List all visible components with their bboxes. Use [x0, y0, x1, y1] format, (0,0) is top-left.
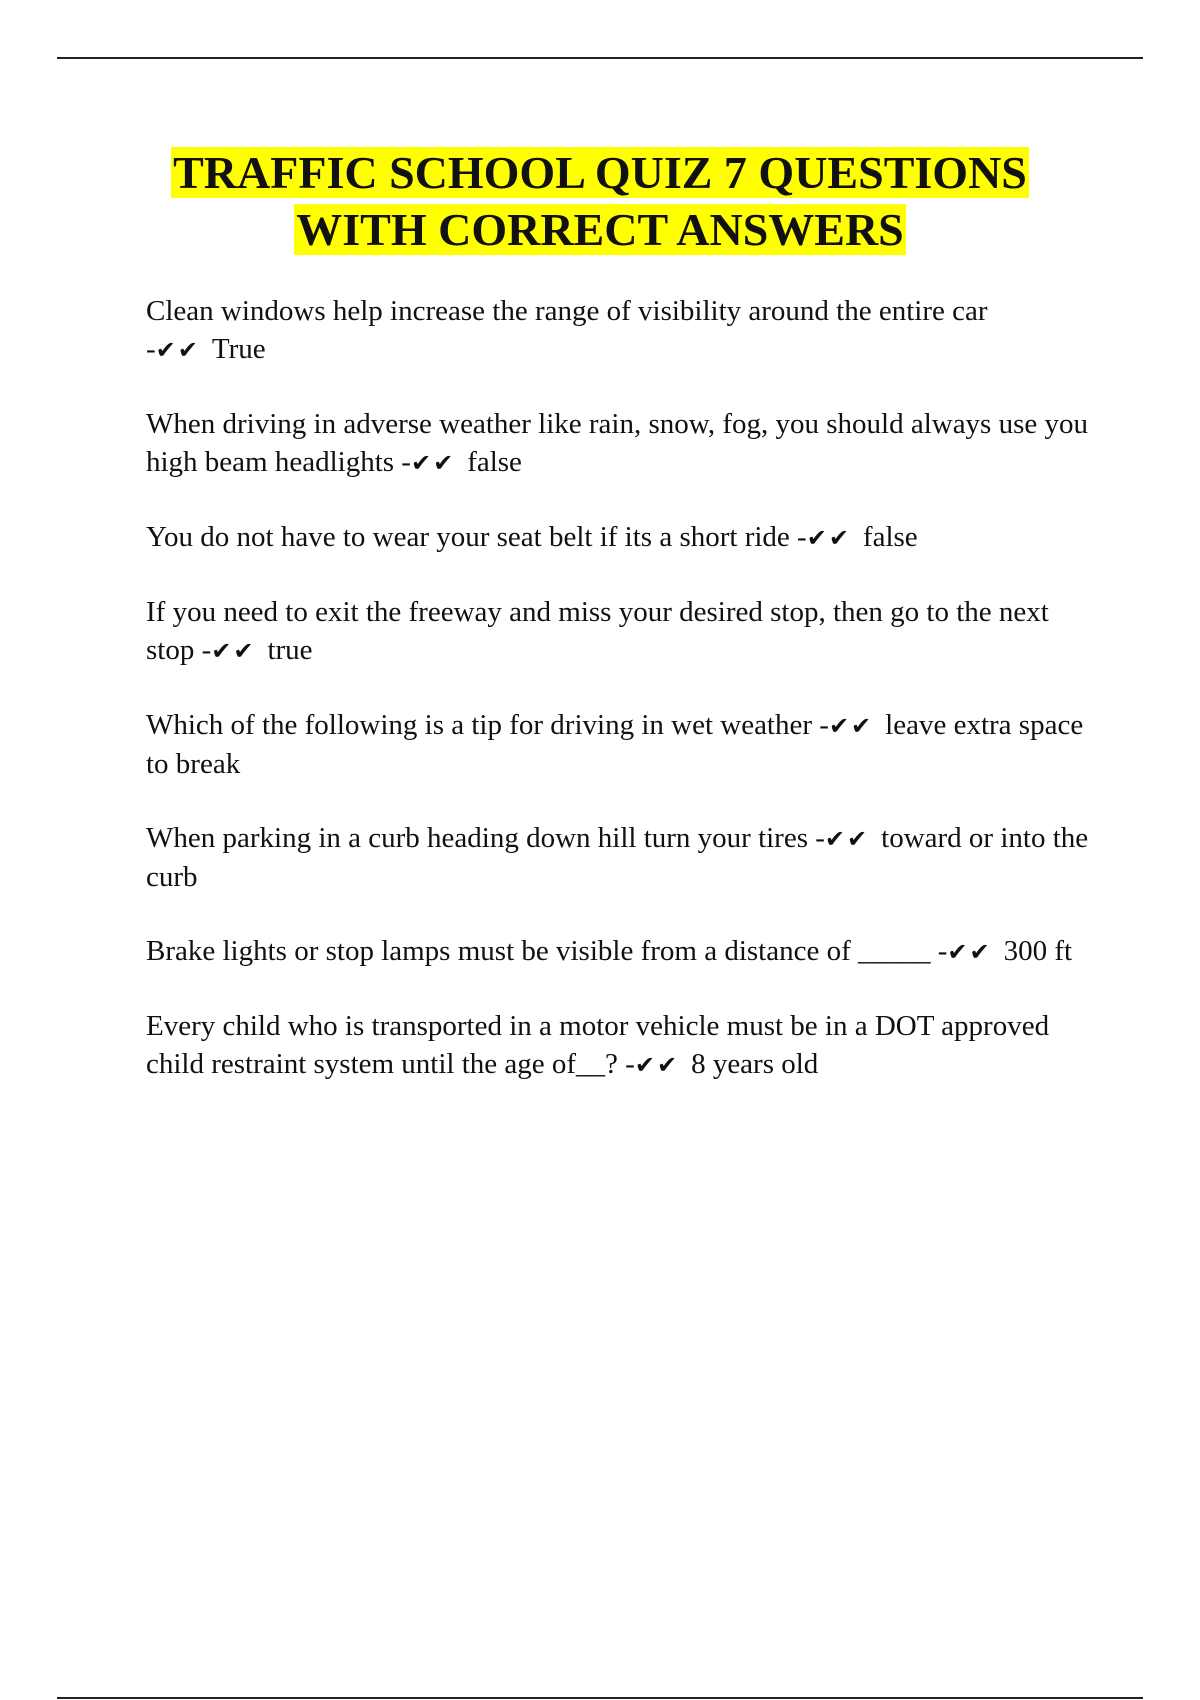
answer-text: false [862, 521, 918, 553]
bottom-divider [57, 1697, 1143, 1699]
check-mark-icon: ✔✔ [828, 712, 874, 740]
question-text: Which of the following is a tip for driving in wet weather - [146, 709, 829, 741]
answer-text: toward or into the curb [146, 822, 1089, 893]
answer-text: 300 ft [1003, 935, 1073, 967]
check-mark-icon: ✔✔ [155, 336, 200, 364]
check-mark-icon: ✔✔ [806, 524, 851, 552]
answer-text: 8 years old [691, 1048, 819, 1080]
check-mark-icon: ✔✔ [634, 1051, 680, 1079]
answer-text: True [211, 333, 266, 365]
question-text: When driving in adverse weather like rain, snow, fog, you should always use you high beam headlights - [146, 408, 1089, 478]
title-line-2: WITH CORRECT ANSWERS [296, 204, 904, 255]
qa-item [146, 593, 1096, 670]
page-title [57, 144, 1143, 258]
qa-item [146, 1007, 1096, 1084]
question-text: Clean windows help increase the range of visibility around the entire car - [146, 295, 988, 365]
qa-item [146, 405, 1096, 482]
question-text: Every child who is transported in a motor vehicle must be in a DOT approved child restraint system until the age of__? - [146, 1010, 1050, 1080]
top-divider [57, 57, 1143, 59]
qa-item [146, 932, 1096, 971]
qa-item [146, 518, 1096, 557]
question-text: You do not have to wear your seat belt if its a short ride - [146, 521, 807, 553]
question-text: If you need to exit the freeway and miss your desired stop, then go to the next stop - [146, 596, 1049, 666]
question-text: When parking in a curb heading down hill turn your tires - [146, 822, 825, 854]
question-answer-list [146, 292, 1096, 1120]
answer-text: leave extra space to break [146, 709, 1084, 780]
qa-item [146, 819, 1096, 896]
title-line-1: TRAFFIC SCHOOL QUIZ 7 QUESTIONS [173, 147, 1027, 198]
check-mark-icon: ✔✔ [824, 825, 870, 853]
check-mark-icon: ✔✔ [211, 637, 256, 665]
question-text: Brake lights or stop lamps must be visible from a distance of _____ - [146, 935, 948, 967]
check-mark-icon: ✔✔ [410, 449, 456, 477]
qa-item [146, 706, 1096, 783]
qa-item [146, 292, 1096, 369]
check-mark-icon: ✔✔ [947, 938, 992, 966]
answer-text: false [467, 446, 522, 478]
answer-text: true [267, 634, 313, 666]
